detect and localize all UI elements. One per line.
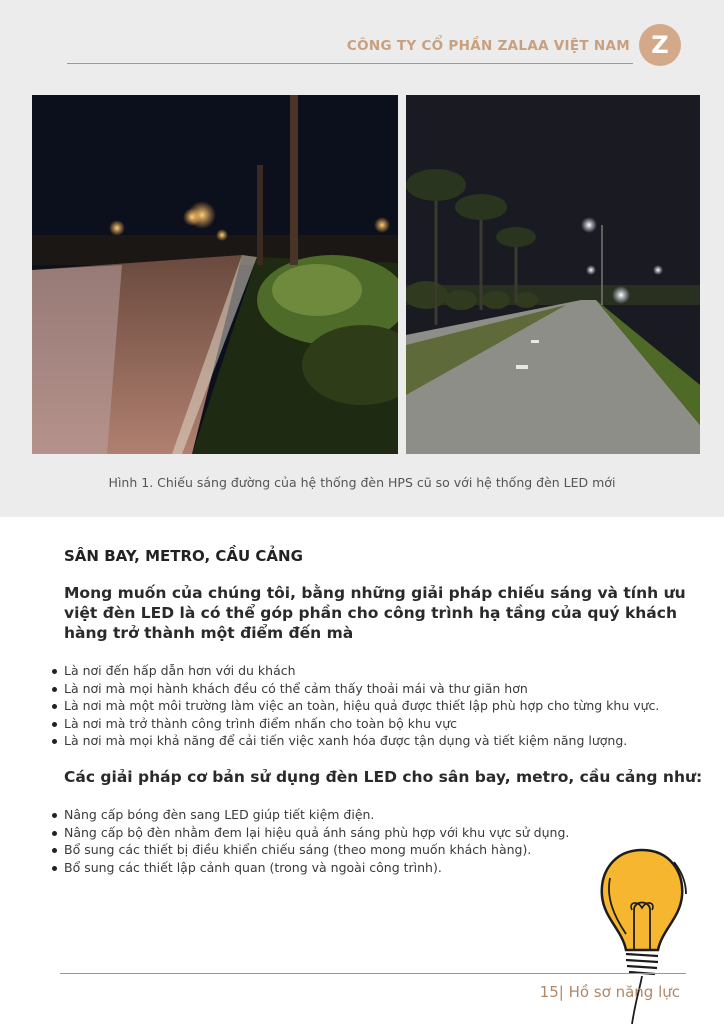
section-title: SÂN BAY, METRO, CẦU CẢNG <box>64 547 303 565</box>
page-footer <box>540 983 680 1001</box>
list-item: Là nơi mà mọi khả năng để cải tiến việc xanh hóa được tận dụng và tiết kiệm năng lượng. <box>50 732 659 750</box>
led-street-photo <box>406 95 700 454</box>
solutions-heading: Các giải pháp cơ bản sử dụng đèn LED cho sân bay, metro, cầu cảng như: <box>64 768 703 786</box>
footer-label: | Hồ sơ năng lực <box>558 983 680 1001</box>
company-logo: Z <box>639 24 681 66</box>
header-divider <box>67 63 633 64</box>
list-item: Là nơi đến hấp dẫn hơn với du khách <box>50 662 659 680</box>
list-item: Bổ sung các thiết lập cảnh quan (trong và ngoài công trình). <box>50 859 569 877</box>
list-item: Nâng cấp bộ đèn nhằm đem lại hiệu quả ánh sáng phù hợp với khu vực sử dụng. <box>50 824 569 842</box>
hps-street-photo <box>32 95 398 454</box>
list-item: Là nơi mà một môi trường làm việc an toàn, hiệu quả được thiết lập phù hợp cho từng khu vực. <box>50 697 659 715</box>
list-item: Là nơi mà trở thành công trình điểm nhấn cho toàn bộ khu vực <box>50 715 659 733</box>
footer-divider <box>60 973 686 974</box>
figure-caption: Hình 1. Chiếu sáng đường của hệ thống đèn HPS cũ so với hệ thống đèn LED mới <box>108 475 616 490</box>
intro-paragraph: Mong muốn của chúng tôi, bằng những giải pháp chiếu sáng và tính ưu việt đèn LED là có thể góp phần cho công trình hạ tầng của quý khách hàng trở thành một điểm đến mà <box>64 584 686 642</box>
page-number: 15 <box>539 983 559 1001</box>
benefits-list <box>50 662 659 750</box>
solutions-list <box>50 806 569 876</box>
list-item: Là nơi mà mọi hành khách đều có thể cảm thấy thoải mái và thư giãn hơn <box>50 680 659 698</box>
company-name: CÔNG TY CỔ PHẦN ZALAA VIỆT NAM <box>346 38 630 54</box>
list-item: Bổ sung các thiết bị điều khiển chiếu sáng (theo mong muốn khách hàng). <box>50 841 569 859</box>
list-item: Nâng cấp bóng đèn sang LED giúp tiết kiệm điện. <box>50 806 569 824</box>
